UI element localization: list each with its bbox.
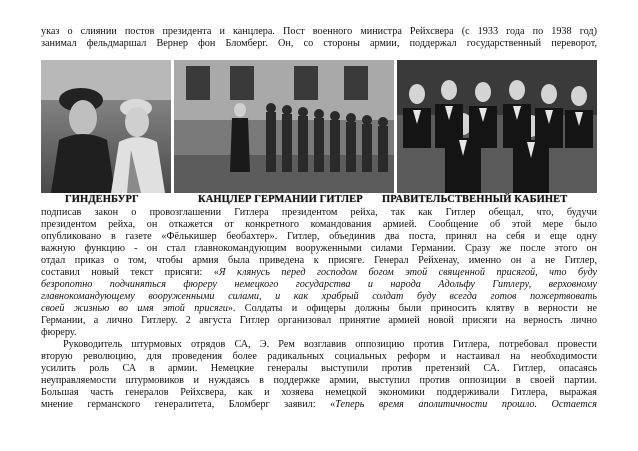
text-line: усилить роль СА в армии. Немецкие генералы выступили против претензий СА. Гитлер, опасаясь (41, 363, 597, 374)
text-line: подписав закон о провозглашении Гитлера президентом рейха, так как Гитлер обещал, что, будучи (41, 207, 597, 218)
hindenburg-photo (41, 60, 171, 193)
text-line (41, 399, 597, 411)
text-line: вторую революцию, для проведения более радикальных социальных реформ и настаивал на необходимости (41, 351, 597, 362)
text-line: отдал приказ о том, чтобы армия была приведена к присяге. Генерал Рейхенау, именно он а не Гитлер, (41, 255, 597, 266)
text-run: ». Солдаты и офицеры должны были приносить клятву в верности не (227, 303, 597, 314)
text-line: неуправляемости штурмовиков и нуждаясь в поддержке армии, выступил против оппозиции в своей партии. (41, 375, 597, 386)
text-run: составил новый текст присяги: « (41, 267, 219, 278)
text-line: президентом рейха, он откажется от конкретного командования армией. Сообщение об этой мере было (41, 219, 597, 230)
oath-text: главнокомандующему вооруженными силами, и как храбрый солдат буду всегда готов пожертвовать (41, 291, 597, 302)
quote-text: Теперь время аполитичности прошло. Остается (335, 399, 597, 410)
text-line: указ о слиянии постов президента и канцлера. Пост военного министра Рейхсвера (с 1933 года по 1938 год) (41, 26, 597, 37)
oath-line (41, 279, 597, 291)
oath-line (41, 291, 597, 303)
text-line (41, 267, 597, 279)
text-line: Руководитель штурмовых отрядов СА, Э. Рем возглавив оппозицию против Гитлера, потребовал провести (63, 339, 597, 350)
text-line (41, 303, 597, 315)
caption-cabinet: ПРАВИТЕЛЬСТВЕННЫЙ КАБИНЕТ (382, 194, 568, 205)
photo-captions (41, 194, 597, 206)
cabinet-photo (397, 60, 597, 193)
text-line: опубликовано в газете «Фёлькишер беобахтер». Гитлер, объединив два поста, принял на себя и еще одну (41, 231, 597, 242)
photo-strip (41, 60, 597, 193)
text-line: фюреру. (41, 327, 77, 338)
oath-text: безропотно подчиняться фюреру немецкого государства и народа Адольфу Гитлеру, верховному (41, 279, 597, 290)
text-line: Большая часть генералов Рейхсвера, как и хозяева немецкой экономики поддерживали Гитлера, выражая (41, 387, 597, 398)
oath-text: своей жизнью во имя этой присяги (41, 303, 228, 314)
text-run: мнение германского генералитета, Бломберг заявил: « (41, 399, 336, 410)
caption-chancellor: КАНЦЛЕР ГЕРМАНИИ ГИТЛЕР (198, 194, 363, 205)
oath-text: Я клянусь перед господом богом этой священной присягой, что буду (218, 267, 597, 278)
text-line: занимал фельдмаршал Вернер фон Бломберг. Он, со стороны армии, поддержал государственный переворот, (41, 38, 597, 49)
text-line: Германии, а лично Гитлеру. 2 августа Гитлер организовал принятие армией новой присяги на верность лично (41, 315, 597, 326)
caption-hindenburg: ГИНДЕНБУРГ (65, 194, 139, 205)
chancellor-photo (174, 60, 394, 193)
text-line: важную функцию - он стал главнокомандующим вооруженными силами Германии. Сразу же после этого он (41, 243, 597, 254)
